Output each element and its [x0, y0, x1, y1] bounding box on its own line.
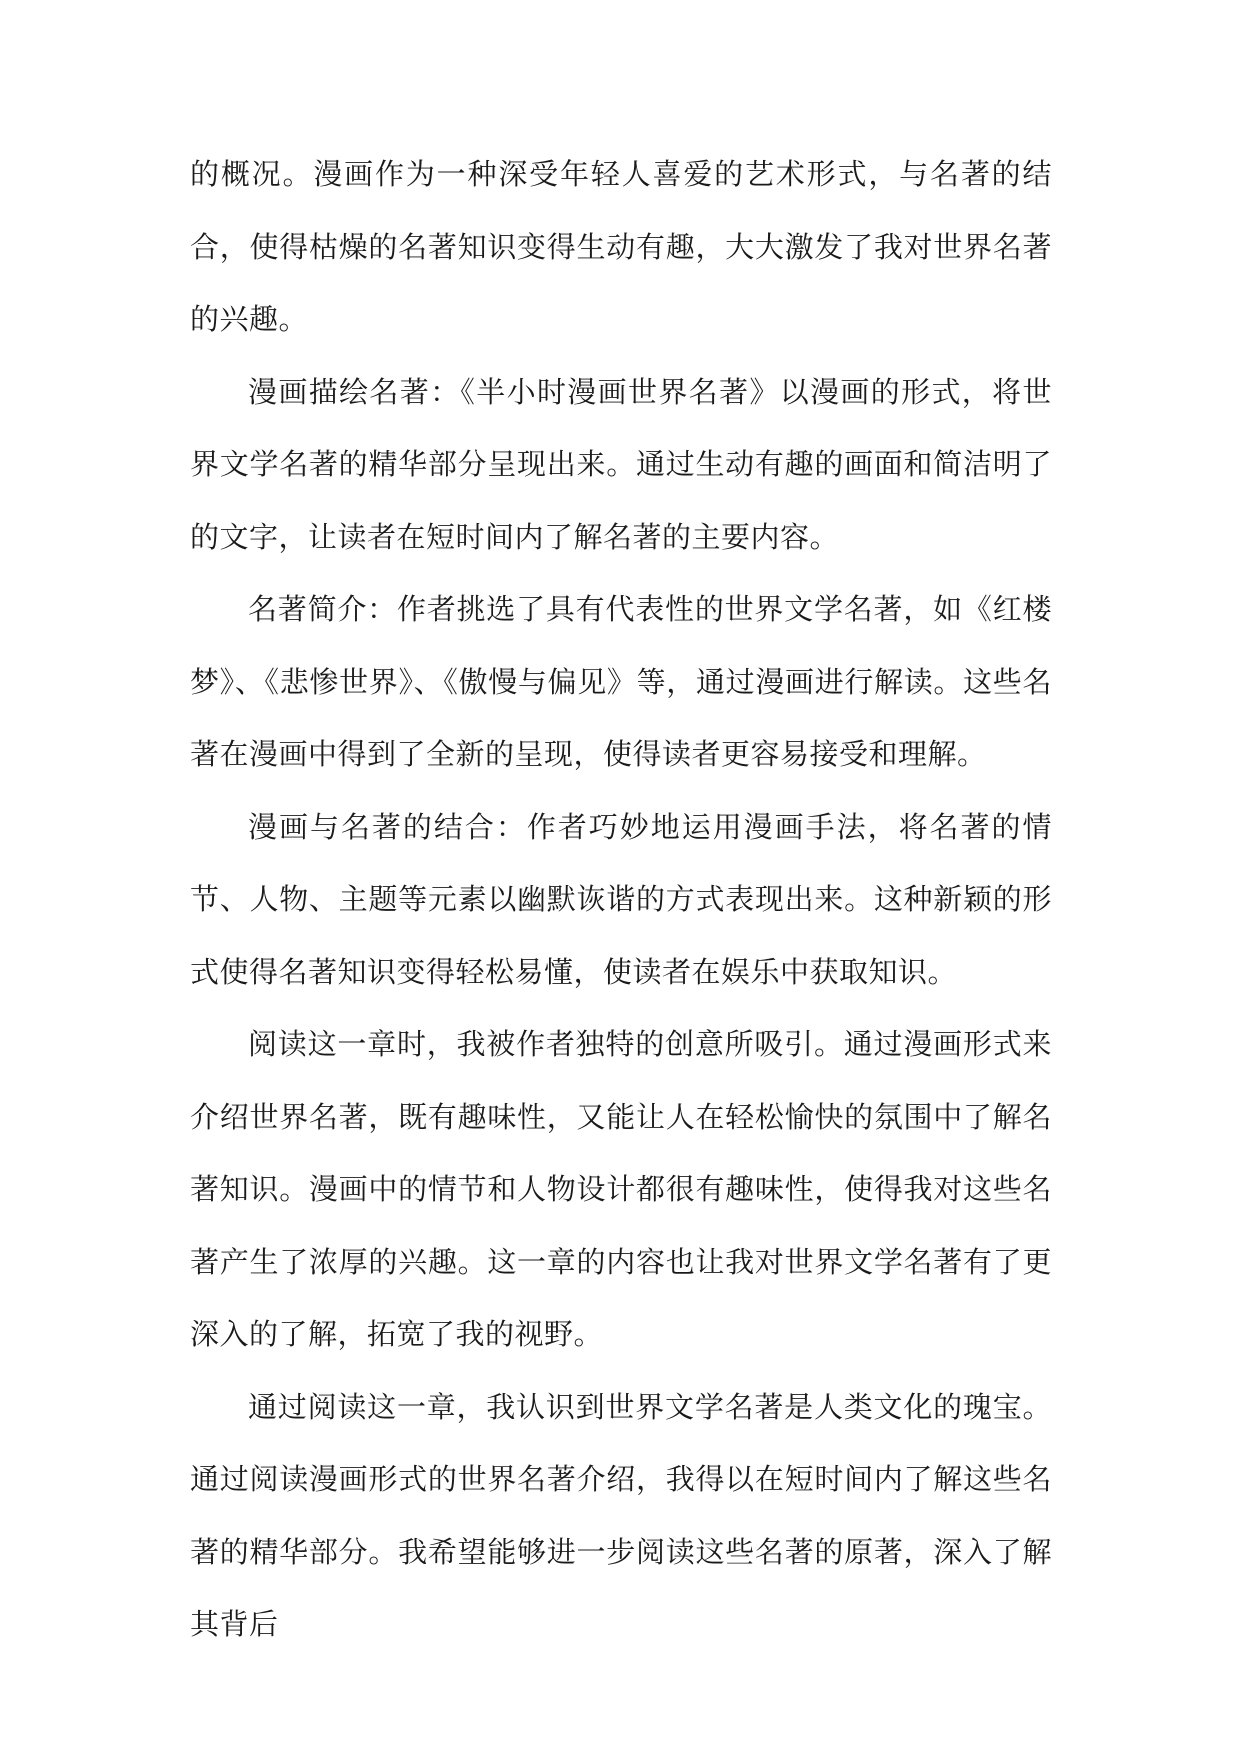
paragraph-comic-depiction: 漫画描绘名著：《半小时漫画世界名著》以漫画的形式，将世界文学名著的精华部分呈现出来。通过生动有趣的画面和简洁明了的文字，让读者在短时间内了解名著的主要内容。 [190, 374, 1052, 554]
paragraph-reflection: 通过阅读这一章，我认识到世界文学名著是人类文化的瑰宝。通过阅读漫画形式的世界名著介绍，我得以在短时间内了解这些名著的精华部分。我希望能够进一步阅读这些名著的原著，深入了解其背后 [190, 1389, 1052, 1641]
paragraph-classics-intro: 名著简介：作者挑选了具有代表性的世界文学名著，如《红楼梦》、《悲惨世界》、《傲慢与偏见》等，通过漫画进行解读。这些名著在漫画中得到了全新的呈现，使得读者更容易接受和理解。 [190, 592, 1052, 771]
paragraph-continuation: 的概况。漫画作为一种深受年轻人喜爱的艺术形式，与名著的结合，使得枯燥的名著知识变得生动有趣，大大激发了我对世界名著的兴趣。 [190, 157, 1052, 336]
document-body [190, 138, 1052, 1661]
paragraph-comic-classics-combination: 漫画与名著的结合：作者巧妙地运用漫画手法，将名著的情节、人物、主题等元素以幽默诙谐的方式表现出来。这种新颖的形式使得名著知识变得轻松易懂，使读者在娱乐中获取知识。 [190, 809, 1052, 989]
paragraph-reading-impression: 阅读这一章时，我被作者独特的创意所吸引。通过漫画形式来介绍世界名著，既有趣味性，又能让人在轻松愉快的氛围中了解名著知识。漫画中的情节和人物设计都很有趣味性，使得我对这些名著产生了浓厚的兴趣。这一章的内容也让我对世界文学名著有了更深入的了解，拓宽了我的视野。 [190, 1027, 1052, 1351]
